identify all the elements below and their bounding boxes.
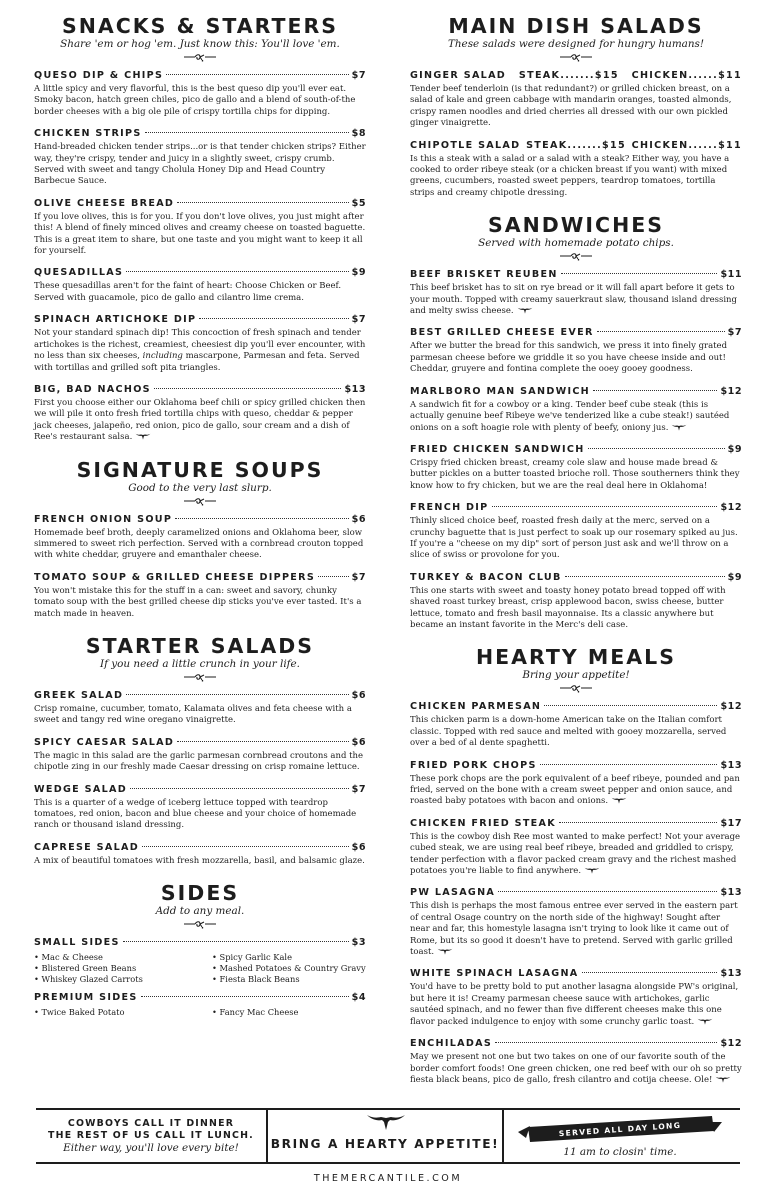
item-description: This is the cowboy dish Ree most wanted to make perfect! Not your average cubed steak, we are using real beef ribeye, breaded and griddled to crispy, tender perfection with a flavor packed cream gravy and the richest mashed potatoes you're liable to find anywhere. xyxy=(410,831,741,877)
leader-dots xyxy=(495,1042,717,1043)
steak-option: STEAK.......$15 xyxy=(518,70,619,81)
item-price: $12 xyxy=(720,385,742,397)
menu-item-ginger-salad xyxy=(410,69,742,130)
item-name: PW LASAGNA xyxy=(410,887,496,899)
side-item: • Whiskey Glazed Carrots xyxy=(34,974,143,985)
menu-item-greek-salad xyxy=(34,689,366,727)
flourish-icon xyxy=(183,920,217,929)
item-price: $13 xyxy=(720,968,742,980)
left-column xyxy=(34,14,366,1027)
steer-icon xyxy=(715,1076,731,1083)
menu-item-chicken-parmesan xyxy=(410,700,742,749)
flourish-icon xyxy=(559,252,593,261)
leader-dots xyxy=(175,518,348,519)
item-name: BEST GRILLED CHEESE EVER xyxy=(410,327,594,339)
item-name: FRENCH ONION SOUP xyxy=(34,513,173,525)
side-item: • Fancy Mac Cheese xyxy=(212,1007,299,1018)
side-item: • Spicy Garlic Kale xyxy=(212,952,292,963)
section-title: SNACKS & STARTERS xyxy=(61,14,339,38)
section-subtitle: These salads were designed for hungry humans! xyxy=(447,38,705,50)
item-price: $8 xyxy=(351,128,366,140)
section-title: HEARTY MEALS xyxy=(476,645,676,670)
item-name: PREMIUM SIDES xyxy=(34,992,138,1004)
menu-item-pw-lasagna xyxy=(410,886,742,958)
item-name: GREEK SALAD xyxy=(34,689,124,701)
flourish-icon xyxy=(183,673,217,682)
steer-icon xyxy=(517,307,533,314)
menu-item-french-onion-soup xyxy=(34,513,366,562)
item-name: WHITE SPINACH LASAGNA xyxy=(410,968,579,980)
leader-dots xyxy=(597,331,725,332)
item-description: Is this a steak with a salad or a salad with a steak? Either way, you have a cooked to order ribeye steak (or a chicken breast if you want) with mixed greens, cucumbers, roasted sweet peppers, teardrop tomatoes, tortilla strips and creamy chipotle dressing. xyxy=(410,153,730,198)
flourish-icon xyxy=(183,497,217,506)
menu-item-big-bad-nachos xyxy=(34,383,366,444)
item-description: Thinly sliced choice beef, roasted fresh daily at the merc, served on a crunchy baguette that is just perfect to soak up our rosemary spiked au jus. If you're a "cheese on my dip" sort of person just ask and we'll throw on a slice of swiss or provolone for you. xyxy=(410,516,738,561)
item-description: Crispy fried chicken breast, creamy cole slaw and house made bread & butter pickles on a butter toasted brioche roll. Those southerners think they know how to fry chicken, but we are the real deal here in Oklahoma! xyxy=(410,457,740,491)
item-price: $12 xyxy=(720,502,742,514)
menu-item-spinach-artichoke-dip xyxy=(34,313,366,374)
item-description: If you love olives, this is for you. If you don't love olives, you just might after this! A blend of finely minced olives and creamy cheese on toasted baguette. This is a great item to share, but one taste and you might want to keep it all for yourself. xyxy=(34,211,366,257)
item-name: WEDGE SALAD xyxy=(34,783,128,795)
right-column xyxy=(410,14,742,1095)
item-name: GINGER SALAD xyxy=(410,70,507,81)
leader-dots xyxy=(318,576,349,577)
menu-item-small-sides xyxy=(34,936,366,985)
starter-salads-section xyxy=(34,634,366,867)
leader-dots xyxy=(177,202,348,203)
item-price: $6 xyxy=(351,841,366,853)
item-price: $6 xyxy=(351,689,366,701)
main-salads-section xyxy=(410,14,742,199)
sides-list xyxy=(34,1007,366,1018)
menu-item-chipotle-salad xyxy=(410,139,742,200)
item-price: $12 xyxy=(720,1038,742,1050)
leader-dots xyxy=(130,788,349,789)
item-description: Tender beef tenderloin (is that redundant?) or grilled chicken breast, on a salad of kale and green cabbage with mandarin oranges, toasted almonds, crispy ramen noodles and dried cherries all dressed with our own pickled ginger vinaigrette. xyxy=(410,84,732,129)
steer-icon xyxy=(366,1113,406,1131)
item-name: QUESO DIP & CHIPS xyxy=(34,70,164,81)
menu-item-fried-pork-chops xyxy=(410,759,742,808)
item-name: MARLBORO MAN SANDWICH xyxy=(410,385,591,397)
item-price: $13 xyxy=(720,887,742,899)
flourish-icon xyxy=(559,684,593,693)
steer-icon xyxy=(697,1018,713,1025)
leader-dots xyxy=(561,273,718,274)
item-description: This chicken parm is a down-home American take on the Italian comfort classic. Topped with red sauce and melted with gooey mozzarella, served over a bed of al dente spaghetti. xyxy=(410,715,727,749)
chicken-option: CHICKEN......$11 xyxy=(631,139,742,151)
menu-item-queso xyxy=(34,69,366,118)
leader-dots xyxy=(565,576,725,577)
item-description: A mix of beautiful tomatoes with fresh mozzarella, basil, and balsamic glaze. xyxy=(34,855,365,866)
leader-dots xyxy=(141,996,349,997)
item-price: $7 xyxy=(351,70,366,81)
item-description: The magic in this salad are the garlic parmesan cornbread croutons and the chipotle zing in our freshly made Caesar dressing on crisp romaine lettuce. xyxy=(34,750,364,773)
leader-dots xyxy=(126,271,348,272)
menu-item-marlboro-man-sandwich xyxy=(410,385,742,434)
item-price: $5 xyxy=(351,197,366,209)
menu-item-french-dip xyxy=(410,501,742,562)
item-name: SPINACH ARTICHOKE DIP xyxy=(34,314,197,326)
soups-section xyxy=(34,458,366,620)
section-title: STARTER SALADS xyxy=(85,633,315,658)
item-price: $12 xyxy=(720,701,742,713)
leader-dots xyxy=(145,132,349,133)
menu-item-chicken-strips xyxy=(34,127,366,188)
sides-list xyxy=(34,952,366,985)
section-subtitle: Served with homemade potato chips. xyxy=(478,237,674,250)
menu-item-chicken-fried-steak xyxy=(410,817,742,878)
item-price: $13 xyxy=(720,759,742,771)
section-subtitle: Share 'em or hog 'em. Just know this: You'll love 'em. xyxy=(60,38,340,50)
menu-item-wedge-salad xyxy=(34,783,366,832)
leader-dots xyxy=(123,941,349,942)
item-description: Not your standard spinach dip! This concoction of fresh spinach and tender artichokes is the richest, creamiest, cheesiest dip you'll ever encounter, with no less than six cheeses, including mascarpone, Parmesan and feta. Served with tortillas and grilled soft pita triangles. xyxy=(34,328,366,373)
flourish-icon xyxy=(559,53,593,62)
item-price: $7 xyxy=(727,327,742,339)
item-price: $3 xyxy=(351,937,366,949)
menu-item-quesadillas xyxy=(34,266,366,304)
item-price: $17 xyxy=(720,817,742,829)
leader-dots xyxy=(544,705,717,706)
item-price: $13 xyxy=(344,383,366,395)
item-price: $6 xyxy=(351,513,366,525)
steer-icon xyxy=(437,948,453,955)
item-price: $6 xyxy=(351,736,366,748)
section-subtitle: Good to the very last slurp. xyxy=(128,481,272,494)
item-description: This one starts with sweet and toasty honey potato bread topped off with shaved roast turkey breast, crisp applewood bacon, swiss cheese, butter lettuce, tomato and fresh basil mayonnaise. Its a classic anywhere but became an instant favorite in the Merc's deli case. xyxy=(410,585,726,630)
section-title: SIDES xyxy=(160,881,240,906)
side-item: • Mac & Cheese xyxy=(34,952,103,963)
flourish-icon xyxy=(183,53,217,62)
leader-dots xyxy=(492,506,718,507)
item-description: A little spicy and very flavorful, this is the best queso dip you'll ever eat. Smoky bacon, hatch green chiles, pico de gallo and a blend of south-of-the border cheeses with a big ole pile of crispy tortilla chips for dipping. xyxy=(34,84,356,117)
leader-dots xyxy=(540,764,718,765)
hours-text: 11 am to closin' time. xyxy=(563,1146,677,1158)
item-name: FRENCH DIP xyxy=(410,502,489,514)
menu-item-beef-brisket-reuben xyxy=(410,268,742,317)
item-description: These pork chops are the pork equivalent of a beef ribeye, pounded and pan fried, served on the bone with a cream sweet pepper and onion sauce, and roasted baby potatoes with bacon and onions. xyxy=(410,773,740,807)
item-description: Homemade beef broth, deeply caramelized onions and Oklahoma beer, slow simmered to sweet rich perfection. Served with a cornbread crouton topped with white cheddar, gruyere and emanthaler cheese. xyxy=(34,527,364,561)
section-subtitle: If you need a little crunch in your life. xyxy=(100,657,300,670)
item-name: OLIVE CHEESE BREAD xyxy=(34,197,175,209)
menu-item-fried-chicken-sandwich xyxy=(410,443,742,492)
item-name: FRIED PORK CHOPS xyxy=(410,759,537,771)
banner-text: SERVED ALL DAY LONG xyxy=(558,1120,682,1139)
item-price: $9 xyxy=(727,443,742,455)
steak-option: STEAK.......$15 xyxy=(526,139,626,151)
sides-section xyxy=(34,881,366,1018)
item-name: SPICY CAESAR SALAD xyxy=(34,736,175,748)
leader-dots xyxy=(166,74,348,75)
menu-item-turkey-bacon-club xyxy=(410,571,742,632)
menu-item-premium-sides xyxy=(34,991,366,1018)
leader-dots xyxy=(559,822,717,823)
item-description: You'd have to be pretty bold to put another lasagna alongside PW's original, but here it is! Creamy parmesan cheese sauce with artichokes, garlic sautéed spinach, and no fewer than five different cheeses make this one flavor packed indulgence to enjoy with some crunchy garlic toast. xyxy=(410,982,739,1027)
item-name: CHICKEN FRIED STEAK xyxy=(410,817,556,829)
steer-icon xyxy=(611,797,627,804)
hearty-meals-section xyxy=(410,645,742,1086)
item-name: CAPRESE SALAD xyxy=(34,841,139,853)
leader-dots xyxy=(588,448,725,449)
side-item: • Fiesta Black Beans xyxy=(212,974,300,985)
side-item: • Twice Baked Potato xyxy=(34,1007,125,1018)
footer-line: COWBOYS CALL IT DINNER xyxy=(67,1118,235,1129)
item-description: A sandwich fit for a cowboy or a king. Tender beef cube steak (this is actually genuine beef Ribeye we've tenderized like a cube steak!) sautéed onions on a soft hoagie role with plenty of beefy, oniony jus. xyxy=(410,399,730,433)
item-name: ENCHILADAS xyxy=(410,1038,493,1050)
steer-icon xyxy=(135,433,151,440)
menu-item-olive-cheese-bread xyxy=(34,197,366,258)
leader-dots xyxy=(126,694,348,695)
item-name: CHICKEN PARMESAN xyxy=(410,701,542,713)
item-name: TURKEY & BACON CLUB xyxy=(410,571,562,583)
menu-item-spicy-caesar-salad xyxy=(34,736,366,774)
section-title: MAIN DISH SALADS xyxy=(448,14,704,38)
item-name: CHICKEN STRIPS xyxy=(34,128,142,140)
menu-item-caprese-salad xyxy=(34,841,366,867)
footer-tagline: Either way, you'll love every bite! xyxy=(63,1142,239,1154)
leader-dots xyxy=(154,388,342,389)
item-description: Crisp romaine, cucumber, tomato, Kalamata olives and feta cheese with a sweet and tangy red wine oregano vinaigrette. xyxy=(34,703,352,726)
menu-item-best-grilled-cheese xyxy=(410,326,742,375)
leader-dots xyxy=(582,972,718,973)
ribbon-banner xyxy=(516,1116,724,1139)
item-name: BIG, BAD NACHOS xyxy=(34,383,151,395)
item-description: This beef brisket has to sit on rye bread or it will fall apart before it gets to your mouth. Topped with creamy sauerkraut slaw, thousand island dressing and melty swiss cheese. xyxy=(410,283,737,317)
steer-icon xyxy=(584,867,600,874)
leader-dots xyxy=(199,318,348,319)
item-price: $9 xyxy=(727,571,742,583)
menu-item-tomato-soup xyxy=(34,571,366,620)
item-price: $7 xyxy=(351,571,366,583)
item-price: $9 xyxy=(351,267,366,279)
side-item: • Mashed Potatoes & Country Gravy xyxy=(212,963,366,974)
item-description: After we butter the bread for this sandwich, we press it into finely grated parmesan cheese before we griddle it so you have cheese inside and out! Cheddar, gruyere and fontina complete the ooey gooey goodness. xyxy=(410,341,728,375)
item-description: Hand-breaded chicken tender strips...or is that tender chicken strips? Either way, they're crispy, tender and juicy in a slightly sweet, crispy crumb. Served with sweet and tangy Cholula Honey Dip and Head Country Barbecue Sauce. xyxy=(34,142,366,187)
footer-bar xyxy=(36,1108,740,1164)
leader-dots xyxy=(498,891,717,892)
item-price: $4 xyxy=(351,992,366,1004)
steer-icon xyxy=(671,424,687,431)
footer-headline: BRING A HEARTY APPETITE! xyxy=(270,1137,500,1151)
section-title: SIGNATURE SOUPS xyxy=(76,457,324,482)
side-item: • Blistered Green Beans xyxy=(34,963,137,974)
item-price: $7 xyxy=(351,314,366,326)
item-name: FRIED CHICKEN SANDWICH xyxy=(410,443,585,455)
item-description: You won't mistake this for the stuff in a can: sweet and savory, chunky tomato soup with the best grilled cheese dip sticks you've ever tasted. It's a match made in heaven. xyxy=(34,585,362,619)
snacks-section xyxy=(34,14,366,444)
menu-item-white-spinach-lasagna xyxy=(410,967,742,1028)
website-link[interactable]: THEMERCANTILE.COM xyxy=(313,1173,463,1184)
item-description: May we present not one but two takes on one of our favorite south of the border comfort foods! One green chicken, one red beef with our oh so pretty fiesta black beans, pico de gallo, fresh cilantro and cotija cheese. Ole! xyxy=(410,1052,742,1085)
item-description: This dish is perhaps the most famous entree ever served in the eastern part of central Osage country on the north side of the highway! Sought after near and far, this homestyle lasagna isn't trying to look like it came out of Rome, but its so good it doesn't have to pretend. Served with garlic grilled toast. xyxy=(410,901,738,958)
footer-hours xyxy=(504,1110,736,1162)
item-description: This is a quarter of a wedge of iceberg lettuce topped with teardrop tomatoes, red onion, bacon and blue cheese and your choice of homemade ranch or thousand island dressing. xyxy=(34,797,357,831)
item-description: First you choose either our Oklahoma beef chili or spicy grilled chicken then we will pile it onto fresh fried tortilla chips with queso, cheddar & pepper jack cheeses, jalapeño, red onion, pico de gallo, sour cream and a dish of Ree's restaurant salsa. xyxy=(34,397,366,443)
item-description: These quesadillas aren't for the faint of heart: Choose Chicken or Beef. Served with guacamole, pico de gallo and cilantro lime crema. xyxy=(34,281,342,303)
section-title: SANDWICHES xyxy=(487,213,664,238)
section-subtitle: Add to any meal. xyxy=(155,905,245,918)
leader-dots xyxy=(142,846,349,847)
footer-center xyxy=(268,1110,504,1162)
item-name: CHIPOTLE SALAD xyxy=(410,139,521,151)
item-price: $11 xyxy=(720,269,742,281)
item-price: $7 xyxy=(351,783,366,795)
leader-dots xyxy=(177,741,348,742)
item-name: SMALL SIDES xyxy=(34,937,120,949)
footer-slogan xyxy=(36,1110,268,1162)
item-name: TOMATO SOUP & GRILLED CHEESE DIPPERS xyxy=(34,571,316,583)
chicken-option: CHICKEN......$11 xyxy=(631,70,742,81)
leader-dots xyxy=(593,390,717,391)
item-name: QUESADILLAS xyxy=(34,267,124,279)
section-subtitle: Bring your appetite! xyxy=(522,669,630,682)
item-name: BEEF BRISKET REUBEN xyxy=(410,269,558,281)
menu-item-enchiladas xyxy=(410,1037,742,1086)
sandwiches-section xyxy=(410,213,742,631)
footer-line: THE REST OF US CALL IT LUNCH. xyxy=(48,1130,254,1141)
